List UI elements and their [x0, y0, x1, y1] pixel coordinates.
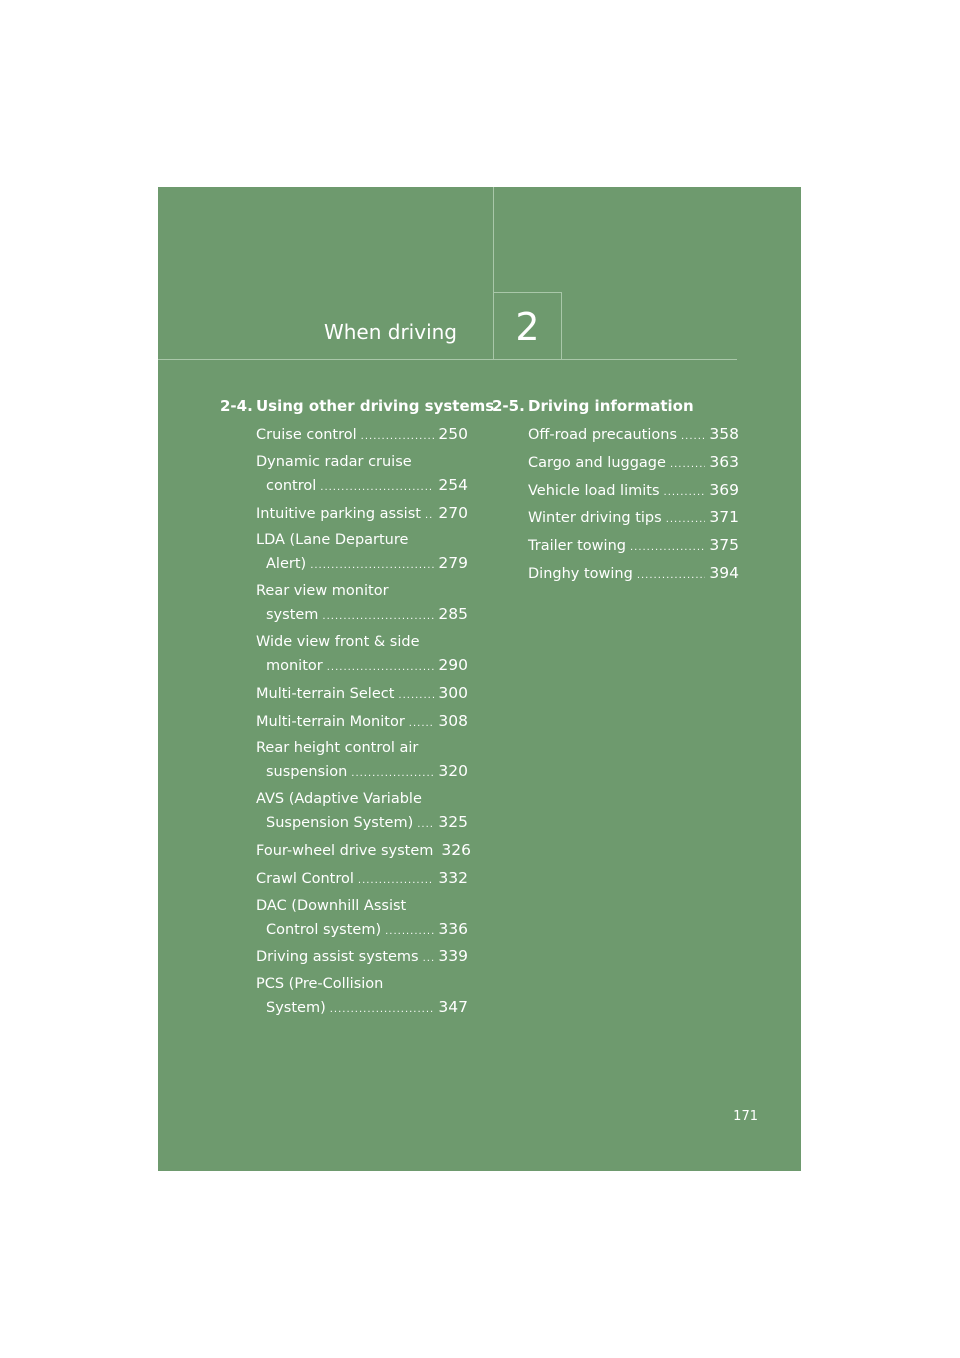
dot-leader: [330, 998, 435, 1021]
toc-entry[interactable]: [256, 895, 468, 943]
toc-entry-page: 290: [438, 655, 468, 674]
toc-entry-page: 279: [438, 554, 468, 573]
toc-entry-label: control: [266, 477, 317, 494]
toc-entry-label: Multi-terrain Select: [256, 685, 395, 702]
toc-entry-row: [528, 534, 739, 559]
toc-entry[interactable]: [256, 580, 468, 628]
dot-leader: [670, 453, 705, 476]
toc-entry-title-line: Dynamic radar cruise: [256, 453, 412, 470]
toc-entry[interactable]: [256, 710, 468, 735]
toc-entry-title-line: Rear view monitor: [256, 583, 389, 600]
toc-entry-page: 363: [709, 452, 739, 471]
toc-entry[interactable]: [528, 451, 739, 476]
toc-entry-row: [256, 474, 468, 499]
toc-entry-page: 347: [438, 998, 468, 1017]
toc-entry[interactable]: [528, 423, 739, 448]
toc-entry-page: 371: [709, 508, 739, 527]
dot-leader: [409, 712, 435, 735]
toc-entry-label: Dinghy towing: [528, 565, 633, 582]
toc-entry-row: [256, 811, 468, 836]
dot-leader: [351, 762, 434, 785]
toc-entry-label: Suspension System): [266, 815, 414, 832]
toc-entry-row: [528, 479, 739, 504]
toc-entry-label: Cargo and luggage: [528, 454, 666, 471]
section-heading: [220, 397, 495, 423]
dot-leader: [358, 869, 435, 892]
toc-entry-page: 325: [438, 813, 468, 832]
toc-entry[interactable]: [528, 562, 739, 587]
toc-entry-label: suspension: [266, 764, 348, 781]
toc-entry-row: [256, 654, 468, 679]
dot-leader: [425, 504, 434, 527]
section-title: Using other driving systems: [256, 397, 495, 415]
toc-entry-page: 270: [438, 503, 468, 522]
dot-leader: [361, 425, 435, 448]
toc-entry[interactable]: [528, 534, 739, 559]
toc-entry-label: Alert): [266, 556, 307, 573]
toc-entry[interactable]: [528, 479, 739, 504]
toc-entry-title-line: AVS (Adaptive Variable: [256, 791, 422, 808]
chapter-number: 2: [493, 292, 562, 360]
dot-leader: [637, 564, 706, 587]
toc-entry-row: [256, 839, 471, 864]
dot-leader: [385, 920, 434, 943]
toc-entry-label: Driving assist systems: [256, 949, 419, 966]
toc-entry-row: [256, 423, 468, 448]
toc-entry-page: 358: [709, 425, 739, 443]
toc-entry-title-line: DAC (Downhill Assist: [256, 897, 407, 914]
toc-entry-row: [256, 603, 468, 628]
toc-entry-row: [256, 867, 468, 892]
toc-entry-page: 308: [438, 711, 468, 730]
toc-entry[interactable]: [256, 502, 468, 527]
dot-leader: [322, 605, 434, 628]
toc-entry-label: monitor: [266, 657, 323, 674]
toc-entry-page: 320: [438, 762, 468, 781]
toc-entry-row: [528, 506, 739, 531]
toc-entry-row: [528, 562, 739, 587]
toc-entry-label: Winter driving tips: [528, 510, 662, 527]
toc-entry-label: Multi-terrain Monitor: [256, 713, 405, 730]
toc-entry[interactable]: [256, 682, 468, 707]
toc-entry-page: 339: [438, 947, 468, 966]
toc-entry-label: System): [266, 1000, 326, 1017]
toc-entry-label: Control system): [266, 921, 382, 938]
toc-entry-page: 300: [438, 683, 468, 702]
divider-horizontal: [158, 359, 737, 360]
toc-entry-label: Off-road precautions: [528, 427, 677, 443]
toc-entry-row: [256, 996, 468, 1021]
toc-entry[interactable]: [256, 631, 468, 679]
section-title: Driving information: [528, 397, 694, 415]
toc-entry-page: 254: [438, 475, 468, 494]
toc-entry-list: [220, 423, 471, 1021]
toc-entry[interactable]: [256, 945, 468, 970]
dot-leader: [398, 684, 434, 707]
toc-entry-row: [256, 760, 468, 785]
toc-entry-page: 326: [441, 840, 471, 859]
toc-entry[interactable]: [256, 788, 468, 836]
toc-entry[interactable]: [256, 529, 468, 577]
toc-entry-page: 394: [709, 563, 739, 582]
toc-entry-row: [256, 552, 468, 577]
toc-entry-row: [256, 710, 468, 735]
toc-entry-row: [256, 502, 468, 527]
dot-leader: [320, 476, 434, 499]
toc-entry-page: 285: [438, 605, 468, 624]
toc-entry-page: 332: [438, 868, 468, 887]
toc-entry-list: [492, 423, 739, 587]
page-number: 171: [733, 1109, 758, 1124]
toc-entry-label: Trailer towing: [528, 538, 626, 555]
toc-entry-label: Crawl Control: [256, 870, 354, 887]
toc-entry-title-line: PCS (Pre-Collision: [256, 976, 384, 993]
toc-entry-row: [528, 423, 739, 448]
toc-section-2-5: [492, 397, 739, 590]
section-number: 2-4.: [220, 397, 253, 415]
toc-section-2-4: [220, 397, 495, 1024]
dot-leader: [681, 425, 705, 448]
toc-entry-row: [256, 945, 468, 970]
toc-entry-row: [256, 918, 468, 943]
toc-entry[interactable]: [528, 506, 739, 531]
toc-entry-label: Vehicle load limits: [528, 482, 660, 499]
toc-entry-label: system: [266, 607, 319, 624]
toc-entry-title-line: Wide view front & side: [256, 633, 420, 650]
toc-entry[interactable]: [256, 973, 468, 1021]
toc-entry[interactable]: [256, 423, 468, 448]
toc-entry-title-line: LDA (Lane Departure: [256, 532, 409, 549]
toc-entry-page: 375: [709, 536, 739, 555]
toc-entry-row: [256, 682, 468, 707]
toc-entry-page: 336: [438, 919, 468, 938]
toc-entry[interactable]: [256, 839, 471, 864]
toc-entry-page: 369: [709, 480, 739, 499]
dot-leader: [630, 536, 705, 559]
toc-entry-label: Intuitive parking assist: [256, 505, 421, 522]
dot-leader: [664, 481, 706, 504]
toc-entry-label: Four-wheel drive system: [256, 842, 434, 859]
toc-entry[interactable]: [256, 451, 468, 499]
toc-entry-row: [528, 451, 739, 476]
dot-leader: [666, 508, 706, 531]
chapter-title: When driving: [323, 320, 457, 344]
toc-entry[interactable]: [256, 737, 468, 785]
toc-entry-page: 250: [438, 425, 468, 443]
toc-entry-title-line: Rear height control air: [256, 740, 419, 757]
dot-leader: [310, 554, 434, 577]
dot-leader: [417, 813, 434, 836]
section-number: 2-5.: [492, 397, 525, 415]
section-heading: [492, 397, 739, 423]
toc-entry[interactable]: [256, 867, 468, 892]
toc-entry-label: Cruise control: [256, 427, 357, 443]
chapter-panel: [158, 187, 801, 1171]
dot-leader: [327, 656, 435, 679]
dot-leader: [423, 947, 435, 970]
